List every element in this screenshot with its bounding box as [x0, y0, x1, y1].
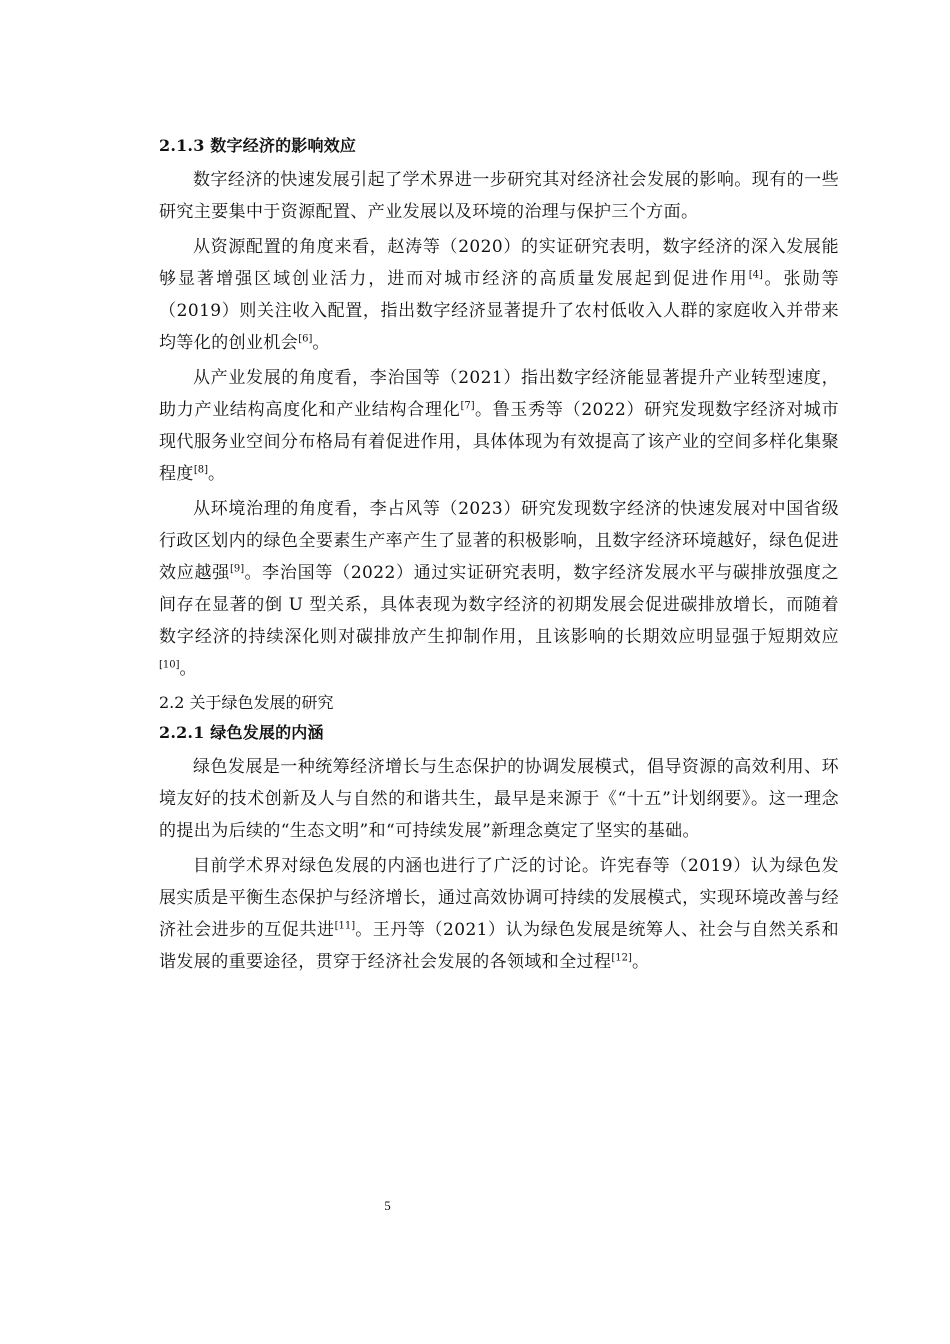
section-heading-2-2-1: 2.2.1 绿色发展的内涵	[159, 723, 324, 742]
paragraph-text: 。	[631, 952, 650, 972]
paragraph-text: 从环境治理的角度看，李占风等（2023）研究发现数字经济的快速发展对中国省级行政区划内的绿色全要素生产率产生了显著的积极影响，且数字经济环境越好，绿色促进效应越强	[159, 499, 839, 583]
citation-marker[interactable]: [9]	[229, 563, 245, 575]
paragraph-text: 。	[179, 659, 197, 679]
paragraph-text: 。	[312, 333, 330, 353]
paragraph-text: 。	[207, 464, 226, 484]
paragraph-intro	[159, 164, 839, 228]
paragraph-text: 。李治国等（2022）通过实证研究表明，数字经济发展水平与碳排放强度之间存在显著的倒 U 型关系，具体表现为数字经济的初期发展会促进碳排放增长，而随着数字经济的持续深化则对碳排放产生抑制作用，且该影响的长期效应明显强于短期效应	[159, 563, 839, 647]
citation-marker[interactable]: [8]	[193, 464, 208, 476]
paragraph-text: 绿色发展是一种统筹经济增长与生态保护的协调发展模式，倡导资源的高效利用、环境友好的技术创新及人与自然的和谐共生，最早是来源于《“十五”计划纲要》。这一理念的提出为后续的“生态文明”和“可持续发展”新理念奠定了坚实的基础。	[159, 757, 839, 841]
citation-marker[interactable]: [4]	[748, 269, 763, 281]
citation-marker[interactable]: [6]	[298, 333, 313, 345]
paragraph-text: 数字经济的快速发展引起了学术界进一步研究其对经济社会发展的影响。现有的一些研究主要集中于资源配置、产业发展以及环境的治理与保护三个方面。	[159, 170, 839, 222]
section-heading-2-1-3: 2.1.3 数字经济的影响效应	[159, 136, 357, 155]
citation-marker[interactable]: [10]	[159, 659, 180, 671]
paragraph-text: 从产业发展的角度看，李治国等（2021）指出数字经济能显著提升产业转型速度，助力产业结构高度化和产业结构合理化	[159, 368, 839, 420]
paragraph-green-development-definition	[159, 751, 839, 847]
citation-marker[interactable]: [11]	[334, 920, 356, 932]
document-body	[159, 134, 839, 981]
citation-marker[interactable]: [7]	[460, 400, 475, 412]
paragraph-text: 从资源配置的角度来看，赵涛等（2020）的实证研究表明，数字经济的深入发展能够显著增强区域创业活力，进而对城市经济的高质量发展起到促进作用	[159, 237, 839, 289]
page-number: 5	[384, 1198, 391, 1213]
paragraph-green-development-discussion	[159, 850, 839, 978]
paragraph-resource-allocation	[159, 231, 839, 359]
paragraph-industry-development	[159, 362, 839, 490]
paragraph-text: 目前学术界对绿色发展的内涵也进行了广泛的讨论。许宪春等（2019）认为绿色发展实质是平衡生态保护与经济增长，通过高效协调可持续的发展模式，实现环境改善与经济社会进步的互促共进	[159, 856, 839, 940]
section-heading-2-2: 2.2 关于绿色发展的研究	[159, 693, 334, 712]
citation-marker[interactable]: [12]	[611, 952, 632, 964]
paragraph-text: 。鲁玉秀等（2022）研究发现数字经济对城市现代服务业空间分布格局有着促进作用，具体体现为有效提高了该产业的空间多样化集聚程度	[159, 400, 839, 484]
paragraph-environment-governance	[159, 493, 839, 685]
paragraph-text: 。张勋等（2019）则关注收入配置，指出数字经济显著提升了农村低收入人群的家庭收入并带来均等化的创业机会	[159, 269, 839, 353]
paragraph-text: 。王丹等（2021）认为绿色发展是统筹人、社会与自然关系和谐发展的重要途径，贯穿于经济社会发展的各领域和全过程	[159, 920, 839, 972]
